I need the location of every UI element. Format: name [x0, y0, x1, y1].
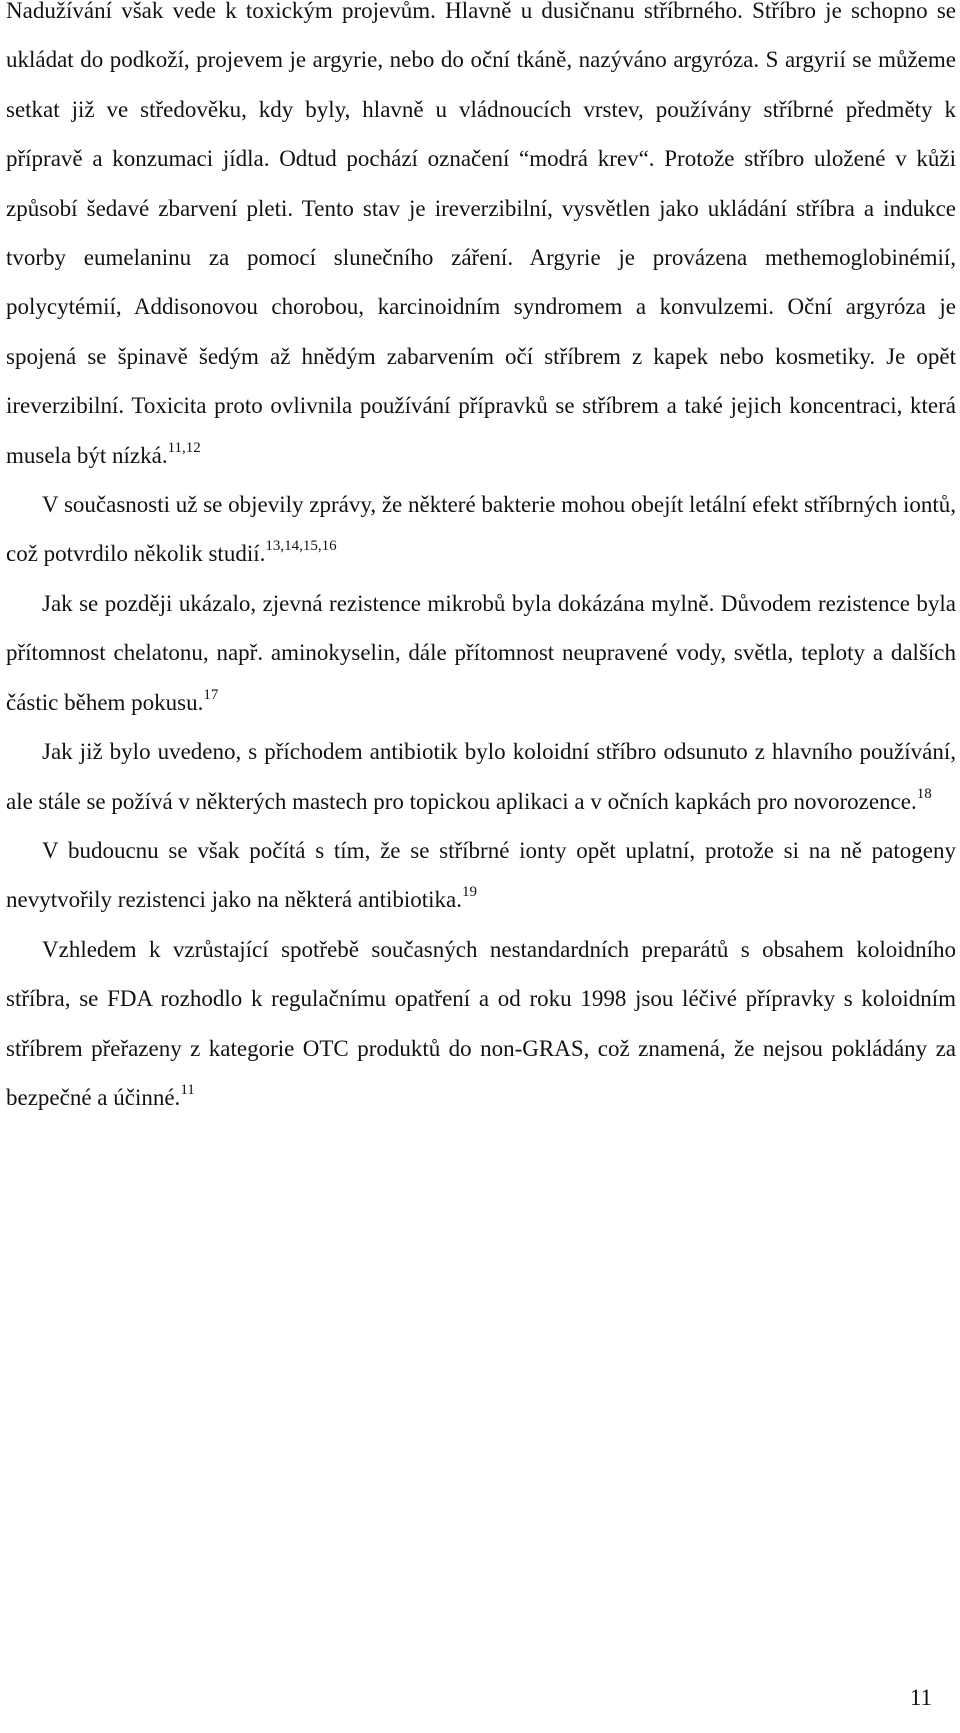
paragraph-argyria [6, 0, 956, 480]
reference-superscript: 11,12 [167, 439, 201, 456]
paragraph-text: V budoucnu se však počítá s tím, že se stříbrné ionty opět uplatní, protože si na ně patogeny nevytvořily rezistenci jako na některá antibiotika. [6, 837, 956, 913]
reference-superscript: 17 [203, 686, 219, 703]
paragraph-text: Jak již bylo uvedeno, s příchodem antibiotik bylo koloidní stříbro odsunuto z hlavního používání, ale stále se požívá v některých mastech pro topickou aplikaci a v očních kapkách pro novorozence. [6, 739, 956, 814]
paragraph-text: Nadužívání však vede k toxickým projevům. Hlavně u dusičnanu stříbrného. Stříbro je schopno se ukládat do podkoží, projevem je argyrie, nebo do oční tkáně, nazýváno argyróza. S argyrií se můžeme setkat již ve středověku, kdy byly, hlavně u vládnoucích vrstev, používány stříbrné předměty k přípravě a konzumaci jídla. Odtud pochází označení “modrá krev“. Protože stříbro uložené v kůži způsobí šedavé zbarvení pleti. Tento stav je ireverzibilní, vysvětlen jako ukládání stříbra a indukce tvorby eumelaninu za pomocí slunečního záření. Argyrie je provázena methemoglobinémií, polycytémií, Addisonovou chorobou, karcinoidním syndromem a konvulzemi. Oční argyróza je spojená se špinavě šedým až hnědým zabarvením očí stříbrem z kapek nebo kosmetiky. Je opět ireverzibilní. Toxicita proto ovlivnila používání přípravků se stříbrem a také jejich koncentraci, která musela být nízká. [6, 0, 956, 468]
paragraph-future-use [6, 826, 956, 925]
reference-superscript: 18 [916, 785, 932, 802]
body-text [6, 0, 956, 1122]
paragraph-fda-regulation [6, 925, 956, 1123]
paragraph-text: Jak se později ukázalo, zjevná rezistence mikrobů byla dokázána mylně. Důvodem rezistence byla přítomnost chelatonu, např. aminokyselin, dále přítomnost neupravené vody, světla, teploty a dalších částic během pokusu. [6, 590, 956, 715]
reference-superscript: 19 [462, 884, 478, 901]
paragraph-text: Vzhledem k vzrůstající spotřebě současných nestandardních preparátů s obsahem koloidního stříbra, se FDA rozhodlo k regulačnímu opatření a od roku 1998 jsou léčivé přípravky s koloidním stříbrem přeřazeny z kategorie OTC produktů do non-GRAS, což znamená, že nejsou pokládány za bezpečné a účinné. [6, 936, 956, 1110]
paragraph-text: V současnosti už se objevily zprávy, že některé bakterie mohou obejít letální efekt stříbrných iontů, což potvrdilo několik studií. [6, 492, 956, 567]
paragraph-bacteria-resistance [6, 480, 956, 579]
paragraph-resistance-disproved [6, 579, 956, 727]
paragraph-antibiotics [6, 727, 956, 826]
reference-superscript: 13,14,15,16 [265, 538, 337, 555]
page-number: 11 [909, 1685, 932, 1710]
reference-superscript: 11 [180, 1081, 195, 1098]
